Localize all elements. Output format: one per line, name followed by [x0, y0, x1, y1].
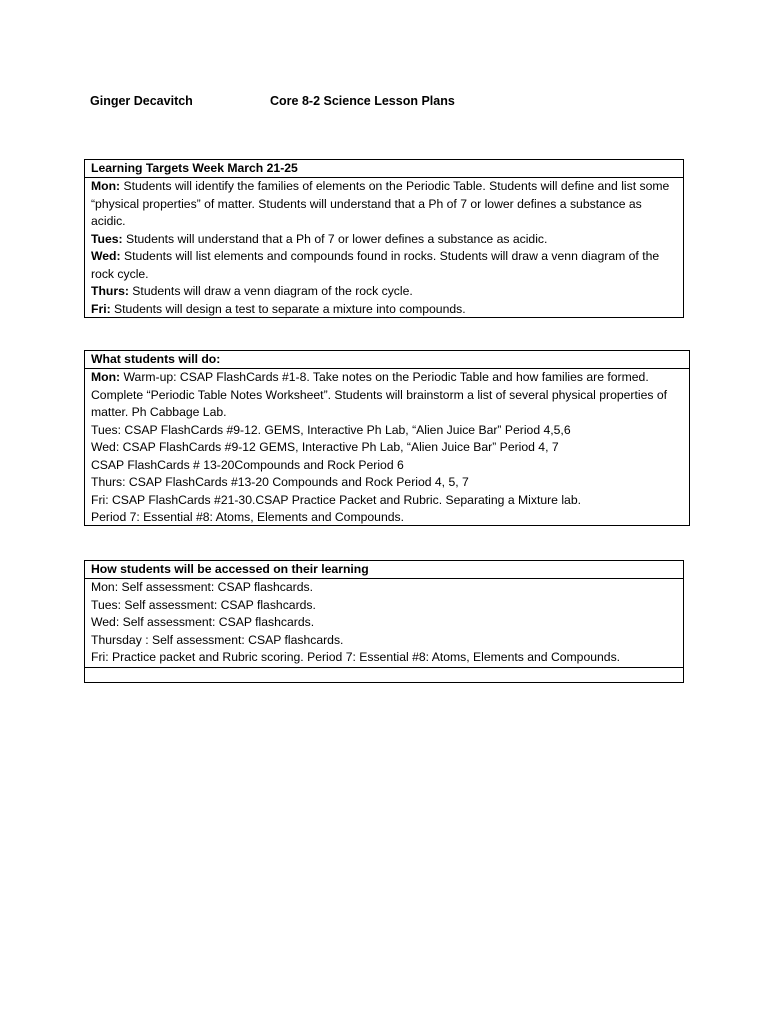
activities-box: [84, 350, 690, 526]
assessment-fri: Fri: Practice packet and Rubric scoring. Period 7: Essential #8: Atoms, Elements and Compounds.: [91, 650, 621, 664]
activity-tues: Tues: CSAP FlashCards #9-12. GEMS, Interactive Ph Lab, “Alien Juice Bar” Period 4,5,6: [91, 422, 571, 437]
target-tues: Tues: Students will understand that a Ph of 7 or lower defines a substance as acidic.: [91, 231, 548, 246]
activity-wed: Wed: CSAP FlashCards #9-12 GEMS, Interactive Ph Lab, “Alien Juice Bar” Period 4, 7: [91, 440, 559, 454]
course-title: Core 8-2 Science Lesson Plans: [270, 94, 455, 108]
activity-period7: Period 7: Essential #8: Atoms, Elements and Compounds.: [91, 510, 404, 524]
target-wed: Wed: Students will list elements and compounds found in rocks. Students will draw a venn diagram of the rock cycle.: [91, 249, 660, 281]
assessment-heading: How students will be accessed on their learning: [85, 561, 683, 579]
document-header: [90, 94, 455, 108]
activity-thurs: Thurs: CSAP FlashCards #13-20 Compounds and Rock Period 4, 5, 7: [91, 475, 469, 489]
activity-wed-2: CSAP FlashCards # 13-20Compounds and Rock Period 6: [91, 457, 404, 472]
activities-heading: What students will do:: [85, 351, 689, 369]
activity-mon: Mon: Warm-up: CSAP FlashCards #1-8. Take notes on the Periodic Table and how families are formed. Complete “Periodic Table Notes Worksheet”. Students will brainstorm a list of several physical properties of matter. Ph Cabbage Lab.: [91, 370, 667, 419]
assessment-empty-row: [85, 667, 683, 682]
activities-body: [85, 369, 689, 527]
learning-targets-heading: Learning Targets Week March 21-25: [85, 160, 683, 178]
assessment-wed: Wed: Self assessment: CSAP flashcards.: [91, 615, 315, 629]
target-thurs: Thurs: Students will draw a venn diagram of the rock cycle.: [91, 284, 413, 298]
assessment-box: [84, 560, 684, 683]
activity-fri: Fri: CSAP FlashCards #21-30.CSAP Practice Packet and Rubric. Separating a Mixture lab.: [91, 492, 581, 507]
assessment-tues: Tues: Self assessment: CSAP flashcards.: [91, 597, 316, 612]
learning-targets-box: [84, 159, 684, 318]
assessment-body: [85, 579, 683, 667]
assessment-thurs: Thursday : Self assessment: CSAP flashcards.: [91, 632, 344, 647]
target-fri: Fri: Students will design a test to separate a mixture into compounds.: [91, 301, 466, 316]
assessment-mon: Mon: Self assessment: CSAP flashcards.: [91, 580, 313, 594]
learning-targets-body: [85, 178, 683, 318]
author-name: Ginger Decavitch: [90, 94, 193, 108]
target-mon: Mon: Students will identify the families of elements on the Periodic Table. Students will define and list some “physical properties” of matter. Students will understand that a Ph of 7 or lower defines a substance as acidic.: [91, 179, 670, 228]
